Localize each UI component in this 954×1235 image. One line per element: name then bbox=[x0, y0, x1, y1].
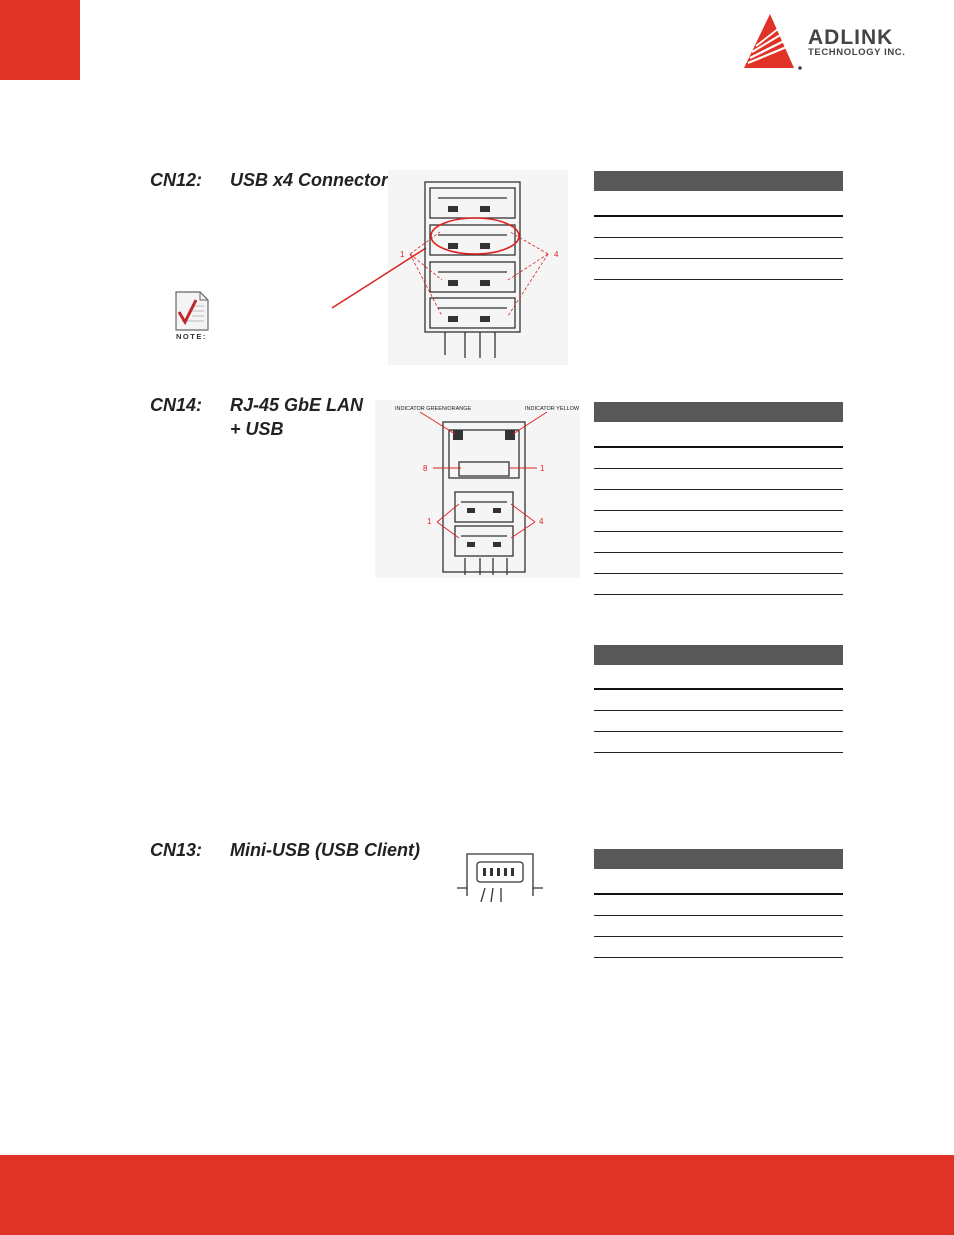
note-callout bbox=[170, 290, 214, 344]
usb-pin-right-label: 4 bbox=[539, 517, 544, 526]
cn13-mini-usb-diagram bbox=[455, 848, 545, 904]
logo-tagline: TECHNOLOGY INC. bbox=[808, 47, 906, 58]
table-row bbox=[594, 937, 843, 958]
note-label: NOTE: bbox=[176, 332, 207, 341]
table-row bbox=[594, 711, 843, 732]
table-row bbox=[594, 238, 843, 259]
table-row bbox=[594, 422, 843, 448]
table-row bbox=[594, 574, 843, 595]
table-row bbox=[594, 690, 843, 711]
note-checkmark-icon bbox=[170, 290, 214, 334]
rj45-pin-left-label: 8 bbox=[423, 464, 428, 473]
cn14-rj45-usb-diagram bbox=[375, 400, 580, 578]
table-header bbox=[594, 402, 843, 422]
logo-name: ADLINK bbox=[808, 26, 894, 49]
table-row bbox=[594, 665, 843, 690]
table-header bbox=[594, 849, 843, 869]
table-row bbox=[594, 732, 843, 753]
indicator-left-label: INDICATOR GREEN/ORANGE bbox=[395, 406, 472, 412]
section-title: Mini-USB (USB Client) bbox=[230, 840, 420, 860]
rj45-pin-right-label: 1 bbox=[540, 464, 545, 473]
adlink-logo bbox=[742, 12, 932, 74]
table-row bbox=[594, 916, 843, 937]
section-title-line2: + USB bbox=[230, 419, 284, 439]
cn14-usb-pin-table bbox=[594, 645, 843, 753]
header-red-tab bbox=[0, 0, 80, 80]
cn14-lan-pin-table bbox=[594, 402, 843, 595]
section-label: CN12: bbox=[150, 170, 203, 190]
cn12-pin-table bbox=[594, 171, 843, 280]
footer-red-bar bbox=[0, 1155, 954, 1235]
table-row bbox=[594, 532, 843, 553]
table-row bbox=[594, 490, 843, 511]
section-cn14-heading bbox=[150, 395, 370, 447]
table-row bbox=[594, 217, 843, 238]
table-header bbox=[594, 171, 843, 191]
section-title: USB x4 Connector bbox=[230, 170, 389, 190]
table-row bbox=[594, 895, 843, 916]
table-row bbox=[594, 191, 843, 217]
section-title: RJ-45 GbE LAN bbox=[230, 395, 364, 415]
table-row bbox=[594, 259, 843, 280]
table-row bbox=[594, 511, 843, 532]
cn13-pin-table bbox=[594, 849, 843, 958]
adlink-triangle-icon bbox=[742, 12, 804, 72]
cn12-usb-x4-diagram bbox=[330, 170, 575, 365]
section-label: CN13: bbox=[150, 840, 203, 860]
section-cn13-heading bbox=[150, 840, 430, 868]
table-row bbox=[594, 448, 843, 469]
cn12-pin-right-label: 4 bbox=[554, 250, 559, 259]
table-row bbox=[594, 469, 843, 490]
table-row bbox=[594, 869, 843, 895]
table-header bbox=[594, 645, 843, 665]
section-label: CN14: bbox=[150, 395, 203, 415]
indicator-right-label: INDICATOR YELLOW bbox=[525, 406, 580, 412]
cn12-pin-left-label: 1 bbox=[400, 250, 405, 259]
usb-pin-left-label: 1 bbox=[427, 517, 432, 526]
table-row bbox=[594, 553, 843, 574]
